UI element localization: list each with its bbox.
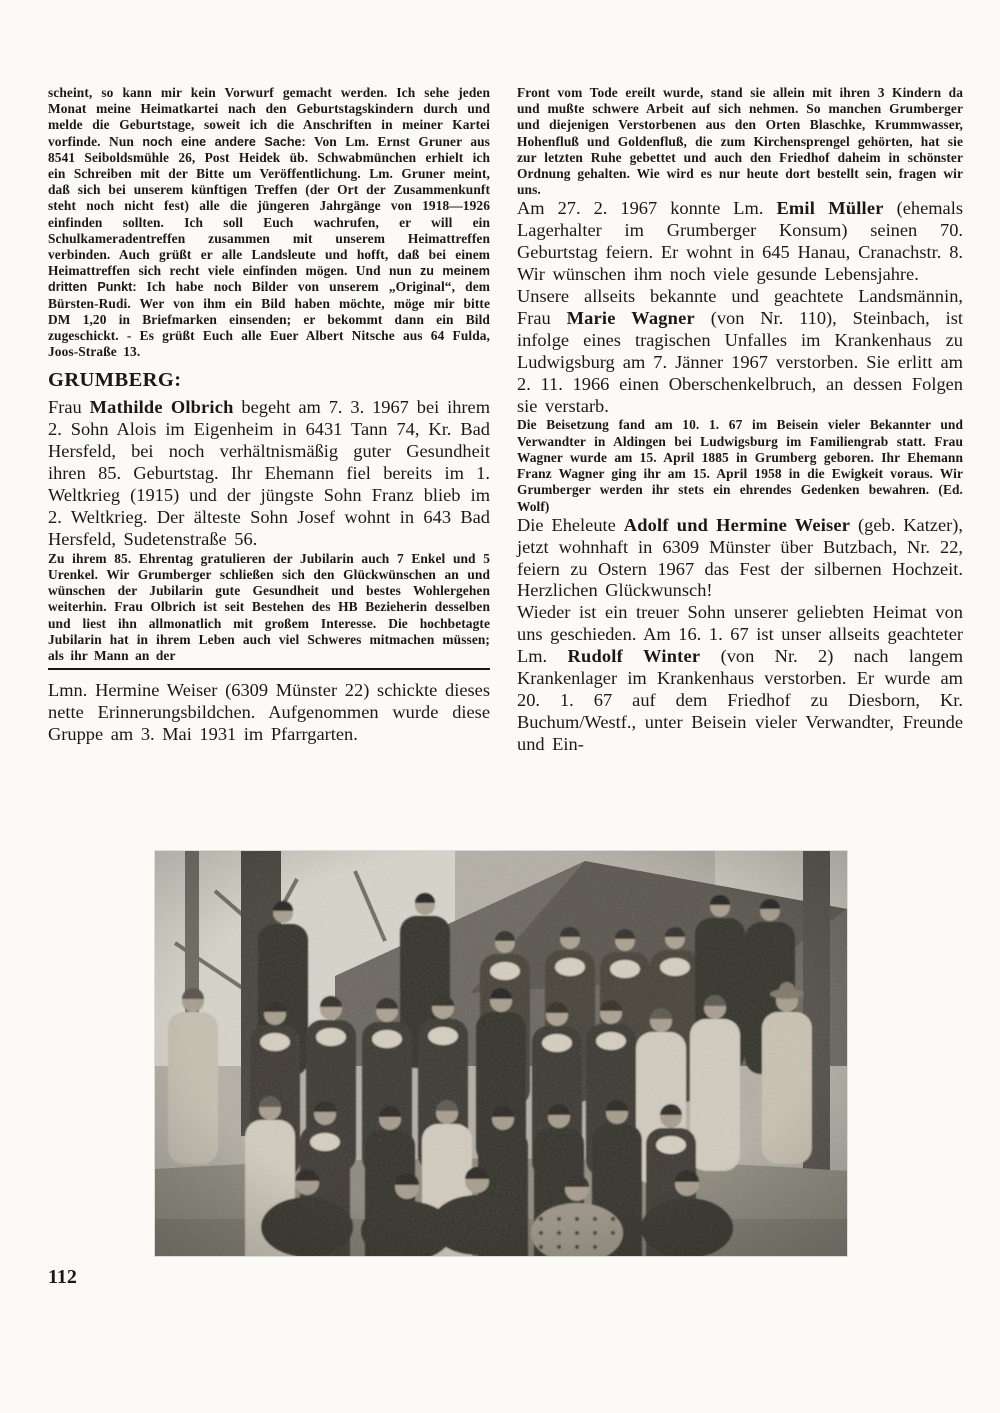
paragraph-olbrich-details: Zu ihrem 85. Ehrentag gratulieren der Jubilarin auch 7 Enkel und 5 Urenkel. Wir Grumberger schließen sich den Glückwünschen an und wünschen der Jubilarin gute Gesundheit und bestes Wohlergehen weiterhin. Frau Olbrich ist seit Bestehen des HB Bezieherin desselben und liest ihn allmonatlich mit großem Interesse. Die hochbetagte Jubilarin hat in ihrem Leben auch viel Schweres mitmachen müssen; als ihr Mann an der [48,550,490,664]
paragraph-weiser-silver-wedding: Die Eheleute Adolf und Hermine Weiser (geb. Katzer), jetzt wohnhaft in 6309 Münster über Butzbach, Nr. 22, feiern zu Ostern 1967 das Fest der silbernen Hochzeit. Herzlichen Glückwunsch! [517,514,963,601]
group-photo [155,851,847,1256]
paragraph-nitsche-letter: scheint, so kann mir kein Vorwurf gemacht werden. Ich sehe jeden Monat meine Heimatkartei nach den Geburtstagskindern durch und melde die Geburtstage, soweit ich die Anschriften in meiner Kartei vorfinde. Nun noch eine andere Sache: Von Lm. Ernst Gruner aus 8541 Seiboldsmühle 26, Post Heidek üb. Schwabmünchen erhielt ich ein Schreiben mit der Bitte um Veröffentlichung. Lm. Gruner meint, daß sich bei unserem künftigen Treffen (der Ort der Zusammenkunft steht noch nicht fest) alle die jüngeren Jahrgänge von 1918—1926 einfinden sollten. Ich soll Euch wachrufen, er will ein Schulkameradentreffen zusammen mit unserem Heimattreffen verbinden. Auch grüßt er alle Landsleute und hofft, daß bei einem Heimattreffen sich recht viele einfinden mögen. Und nun zu meinem dritten Punkt: Ich habe noch Bilder von unserem „Original“, dem Bürsten-Rudi. Wer von ihm ein Bild haben möchte, möge mir bitte DM 1,20 in Briefmarken einsenden; er bekommt dann ein Bild zugeschickt. - Es grüßt Euch alle Euer Albert Nitsche aus 64 Fulda, Joos-Straße 13. [48,85,491,360]
group-photo-illustration [155,851,847,1256]
paragraph-wagner-burial: Die Beisetzung fand am 10. 1. 67 im Beisein vieler Bekannter und Verwandter in Aldingen bei Ludwigsburg im Familiengrab statt. Frau Wagner wurde am 15. April 1885 in Grumberg geboren. Ihr Ehemann Franz Wagner ging ihr am 15. April 1958 in die Ewigkeit voraus. Wir Grumberger werden ihr stets ein ehrendes Gedenken bewahren. (Ed. Wolf) [517,417,963,514]
paragraph-wagner-obituary: Unsere allseits bekannte und geachtete Landsmännin, Frau Marie Wagner (von Nr. 110), Steinbach, ist infolge eines tragischen Unfalles im Krankenhaus zu Ludwigsburg am 7. Jänner 1967 verstorben. Sie erlitt am 2. 11. 1966 einen Oberschenkelbruch, an dessen Folgen sie verstarb. [517,286,963,416]
paragraph-front-continuation: Front vom Tode ereilt wurde, stand sie allein mit ihren 3 Kindern da und mußte schwere Arbeit auf sich nehmen. So manchen Grumberger und diejenigen Verstorbenen aus den Orten Blaschke, Krummwasser, Hohenfluß und Goldenfluß, die zum Kirchensprengel gehörten, hat sie zur letzten Ruhe gebettet und auch den Friedhof daheim in schönster Ordnung gehalten. Wie wird es nur heute dort bestellt sein, fragen wir uns. [517,85,963,198]
section-heading-grumberg: GRUMBERG: [48,369,182,392]
right-column [517,85,963,756]
paragraph-weiser-photo-note: Lmn. Hermine Weiser (6309 Münster 22) schickte dieses nette Erinnerungsbildchen. Aufgenommen wurde diese Gruppe am 3. Mai 1931 im Pfarrgarten. [48,680,490,745]
page-number: 112 [48,1266,77,1288]
paragraph-mueller-birthday: Am 27. 2. 1967 konnte Lm. Emil Müller (ehemals Lagerhalter im Grumberger Konsum) seinen 70. Geburtstag feiern. Er wohnt in 645 Hanau, Cranachstr. 8. Wir wünschen ihm noch viele gesunde Lebensjahre. [517,198,963,285]
paragraph-olbrich-birthday: Frau Mathilde Olbrich begeht am 7. 3. 1967 bei ihrem 2. Sohn Alois im Eigenheim in 6431 Tann 74, Kr. Bad Hersfeld, bei noch verhältnismäßig guter Gesundheit ihren 85. Geburtstag. Ihr Ehemann fiel bereits im 1. Weltkrieg (1915) und der jüngste Sohn Franz blieb im 2. Weltkrieg. Der älteste Sohn Josef wohnt in 643 Bad Hersfeld, Sudetenstraße 56. [48,397,491,549]
paragraph-winter-obituary: Wieder ist ein treuer Sohn unserer geliebten Heimat von uns geschieden. Am 16. 1. 67 ist unser allseits geachteter Lm. Rudolf Winter (von Nr. 2) nach langem Krankenlager im Krankenhaus verstorben. Er wurde am 20. 1. 67 auf dem Friedhof zu Diesborn, Kr. Buchum/Westf., unter Beisein vieler Verwandter, Freunde und Ein- [517,602,963,754]
column-divider-rule [48,668,490,670]
left-column [48,85,490,746]
